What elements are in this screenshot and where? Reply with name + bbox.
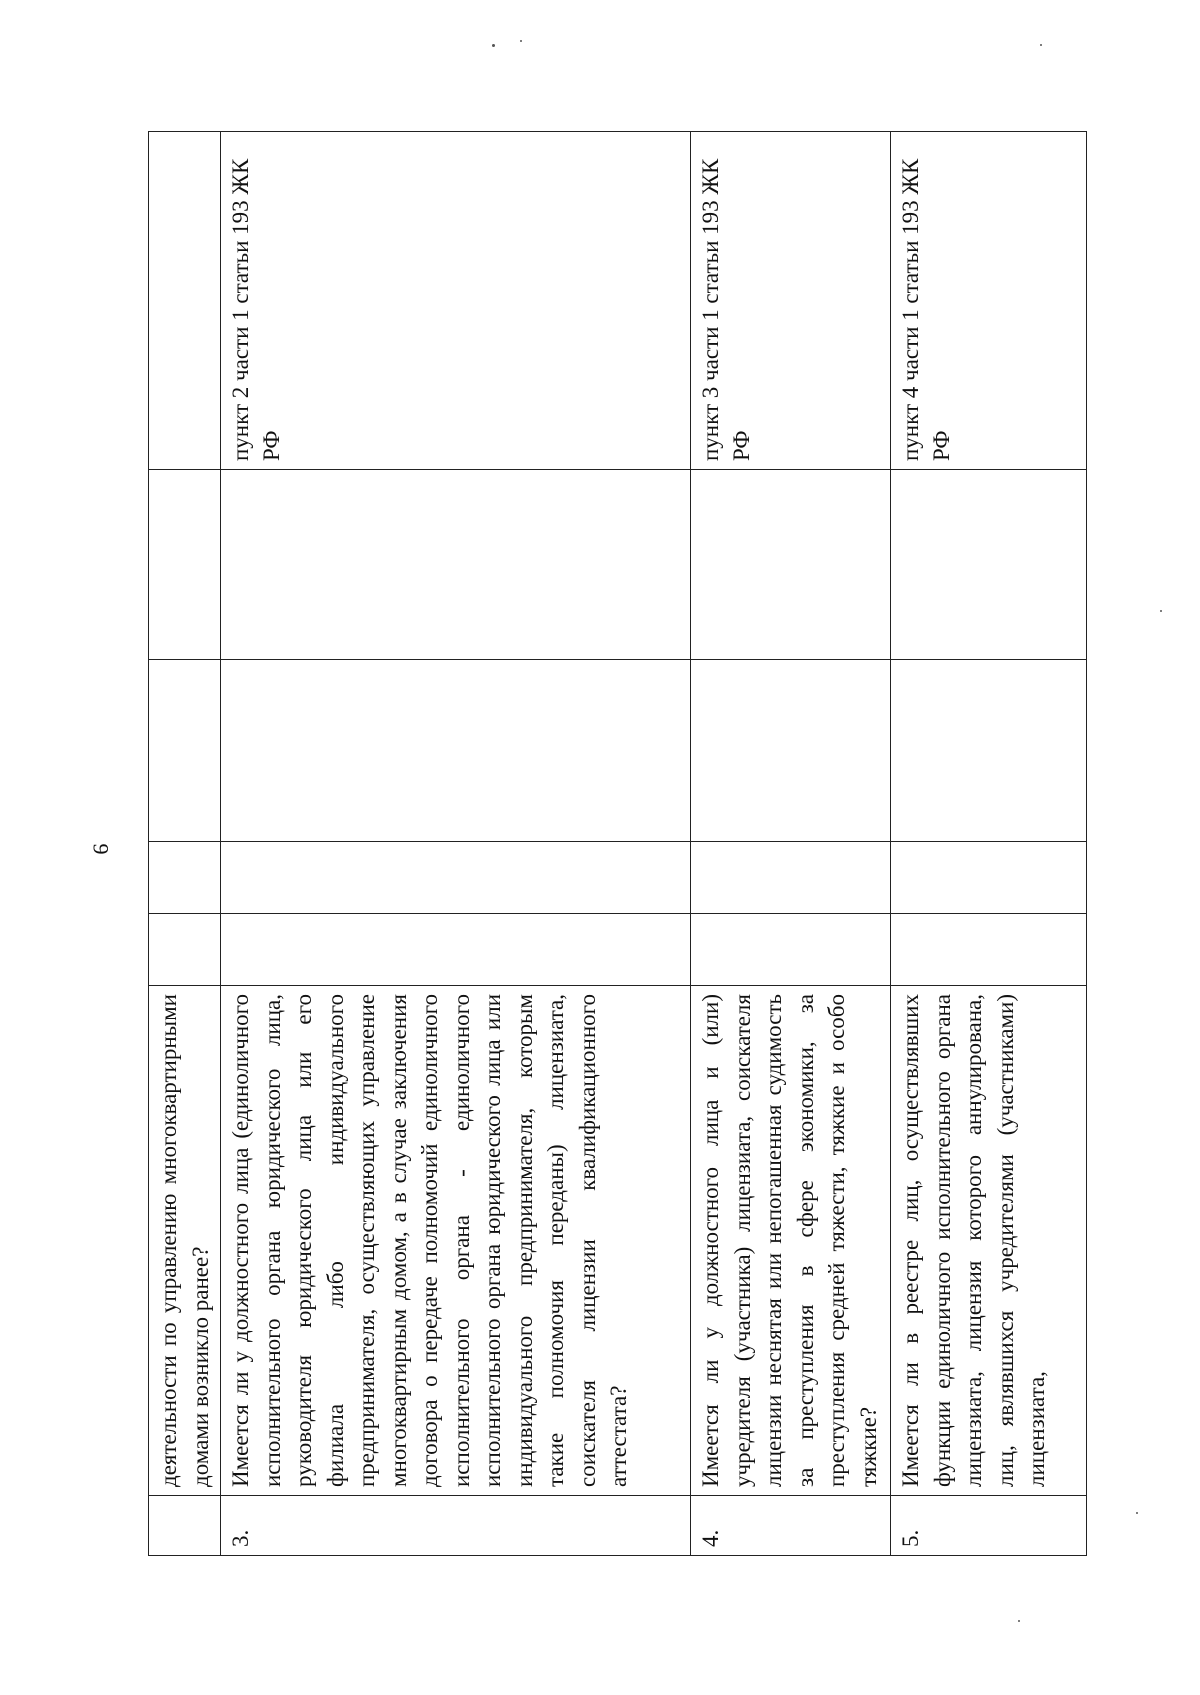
empty-cell — [149, 470, 221, 660]
reference-cell: пункт 4 части 1 статьи 193 ЖК РФ — [891, 132, 1087, 470]
reference-cell: пункт 3 части 1 статьи 193 ЖК РФ — [691, 132, 891, 470]
empty-cell — [891, 660, 1087, 842]
empty-cell — [221, 470, 691, 660]
checklist-table-container — [148, 132, 1084, 1556]
scan-speck — [492, 44, 495, 47]
question-cell: Имеется ли у должностного лица (единоличного исполнительного органа юридического лица, руководителя юридического лица или его филиала либо индивидуального предпринимателя, осуществляющих управление многоквартирным домом, а в случае заключения договора о передаче полномочий единоличного исполнительного органа - единоличного исполнительного органа юридического лица или индивидуального предпринимателя, которым такие полномочия переданы) лицензиата, соискателя лицензии квалификационного аттестата? — [221, 986, 691, 1496]
empty-cell — [691, 470, 891, 660]
empty-cell — [891, 470, 1087, 660]
scan-speck — [1040, 44, 1042, 46]
scan-speck — [1136, 1512, 1138, 1514]
empty-cell — [691, 660, 891, 842]
scan-speck — [1160, 610, 1162, 612]
table-row — [149, 132, 221, 1556]
question-cell: деятельности по управлению многоквартирными домами возникло ранее? — [149, 986, 221, 1496]
question-cell: Имеется ли у должностного лица и (или) учредителя (участника) лицензиата, соискателя лицензии неснятая или непогашенная судимость за преступления в сфере экономики, за преступления средней тяжести, тяжкие и особо тяжкие? — [691, 986, 891, 1496]
empty-cell — [891, 914, 1087, 986]
table-row — [891, 132, 1087, 1556]
row-number: 5. — [891, 1496, 1087, 1556]
empty-cell — [149, 914, 221, 986]
empty-cell — [891, 842, 1087, 914]
reference-cell: пункт 2 части 1 статьи 193 ЖК РФ — [221, 132, 691, 470]
empty-cell — [149, 842, 221, 914]
empty-cell — [149, 660, 221, 842]
row-number — [149, 1496, 221, 1556]
scan-speck — [1018, 1620, 1020, 1622]
table-row — [221, 132, 691, 1556]
empty-cell — [691, 914, 891, 986]
empty-cell — [691, 842, 891, 914]
table-row — [691, 132, 891, 1556]
checklist-table — [148, 131, 1087, 1556]
row-number: 3. — [221, 1496, 691, 1556]
empty-cell — [221, 914, 691, 986]
empty-cell — [221, 842, 691, 914]
empty-cell — [221, 660, 691, 842]
reference-cell — [149, 132, 221, 470]
scan-speck — [520, 40, 522, 42]
question-cell: Имеется ли в реестре лиц, осуществлявших функции единоличного исполнительного органа лицензиата, лицензия которого аннулирована, лиц, являвшихся учредителями (участниками) лицензиата, — [891, 986, 1087, 1496]
row-number: 4. — [691, 1496, 891, 1556]
page-number: 9 — [88, 843, 114, 855]
